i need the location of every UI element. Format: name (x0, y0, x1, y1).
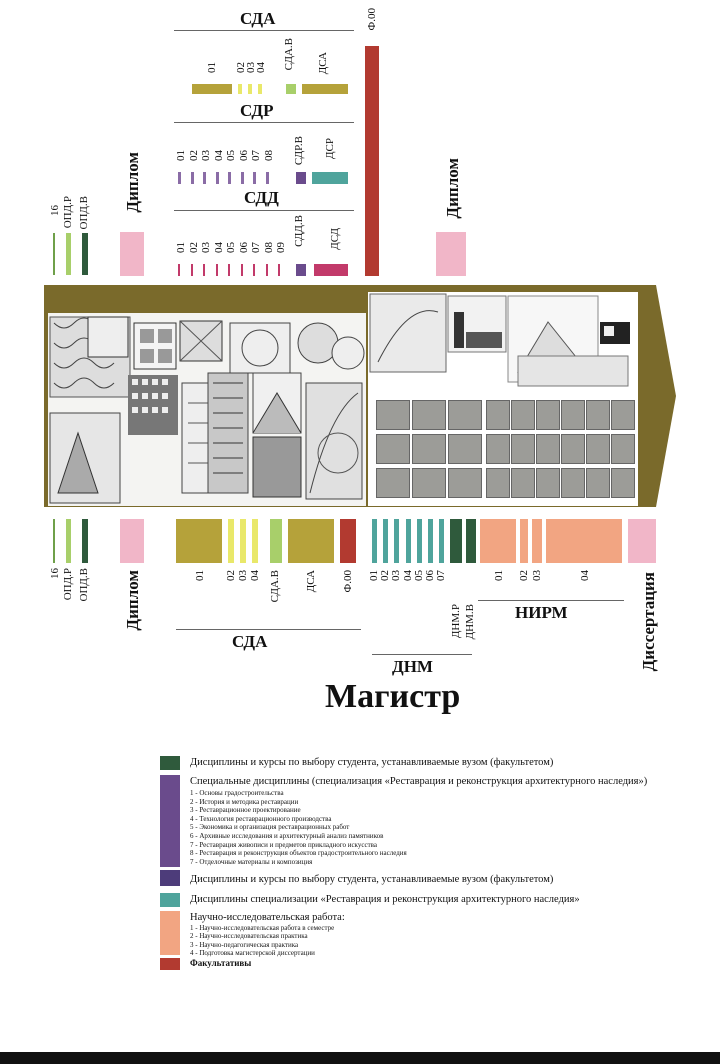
drawings-panel-right (368, 292, 638, 506)
sdr-label-07: 07 (250, 150, 262, 161)
sdd-header: СДД (244, 188, 279, 207)
legend-item-1: Дисциплины и курсы по выбору студента, устанавливаемые вузом (факультетом) (190, 757, 554, 768)
sdd-label-05: 05 (225, 242, 237, 253)
nirm-label-02: 02 (518, 570, 530, 581)
nirm-bar-01 (480, 519, 516, 563)
sda-bar-01-bottom (176, 519, 222, 563)
legend-swatch-teal (160, 893, 180, 907)
drawing-thumbnail (486, 468, 510, 498)
legend-item-3: Дисциплины и курсы по выбору студента, устанавливаемые вузом (факультетом) (190, 874, 554, 885)
sdr-rule (174, 122, 354, 123)
sdr-label-02: 02 (187, 150, 200, 161)
drawing-thumbnail (611, 400, 635, 430)
nirm-bar-02 (520, 519, 528, 563)
drawing-thumbnail (412, 434, 446, 464)
dnm-label-02: 02 (379, 570, 392, 581)
label-opdr-top: ОПД.Р (62, 196, 74, 229)
nirm-label-01: 01 (493, 570, 505, 581)
sdr-label-03: 03 (200, 150, 212, 161)
sdd-label-07: 07 (250, 242, 262, 253)
sda-bar-sdav-top (286, 84, 296, 94)
drawing-thumbnail (448, 400, 482, 430)
sdd-label-08: 08 (262, 242, 275, 253)
opd-r-line-top (66, 233, 71, 275)
sdd-label-sddv: СДД.В (293, 215, 305, 247)
sdd-label-09: 09 (275, 242, 287, 253)
dnm-label-06: 06 (424, 570, 436, 581)
sdd-label-01: 01 (175, 242, 187, 253)
drawing-thumbnail (412, 400, 446, 430)
dnm-rule (372, 654, 472, 655)
drawing-thumbnail (561, 434, 585, 464)
sdr-label-01: 01 (175, 150, 187, 161)
dnm-label-r: ДНМ.Р (450, 604, 462, 639)
sda-rule-bottom (176, 629, 361, 630)
sdd-label-02: 02 (187, 242, 200, 253)
drawing-thumbnail (586, 434, 610, 464)
sda-label-03-top: 03 (245, 62, 257, 73)
drawing-thumbnail (586, 400, 610, 430)
dnm-label-v: ДНМ.В (464, 604, 476, 640)
nirm-bar-03 (532, 519, 542, 563)
drawing-thumbnail (536, 434, 560, 464)
sdr-label-04: 04 (212, 150, 225, 161)
legend-item-4: Дисциплины специализации «Реставрация и реконструкция архитектурного наследия» (190, 894, 580, 905)
drawing-thumbnail (511, 434, 535, 464)
sdr-label-dsr: ДСР (324, 138, 336, 159)
sda-bar-03-top (248, 84, 252, 94)
sda-bar-dsa-bottom (288, 519, 334, 563)
drawing-thumbnail (511, 400, 535, 430)
sdr-bar-06 (241, 172, 244, 184)
legend-item-5-line: 3 - Научно-педагогическая практика (190, 940, 299, 949)
sdr-label-06: 06 (237, 150, 250, 161)
sdd-bar-05 (228, 264, 230, 276)
dnm-label-01: 01 (368, 570, 380, 581)
sda-rule-top (174, 30, 354, 31)
drawing-thumbnail (586, 468, 610, 498)
sdr-label-05: 05 (225, 150, 237, 161)
dnm-label-07: 07 (435, 570, 448, 581)
sdd-bar-sddv (296, 264, 306, 276)
sda-bar-01-top (192, 84, 232, 94)
degree-title: Магистр (325, 678, 461, 715)
legend-item-2-line: 8 - Реставрация и реконструкция объектов градостроительного наследия (190, 849, 407, 858)
sdd-bar-dsd (314, 264, 348, 276)
sdr-bar-07 (253, 172, 256, 184)
scan-edge (0, 1052, 720, 1064)
dnm-bar-04 (406, 519, 411, 563)
opd-16-line-top (53, 233, 55, 275)
dnm-bar-07 (439, 519, 444, 563)
drawing-thumbnail (376, 434, 410, 464)
drawing-thumbnail (561, 468, 585, 498)
label-16-top: 16 (49, 205, 61, 216)
sdr-header: СДР (240, 101, 274, 120)
dnm-bar-06 (428, 519, 433, 563)
sda-label-04-top: 04 (255, 62, 267, 73)
sdd-bar-02 (191, 264, 193, 276)
nirm-label-04: 04 (579, 570, 591, 581)
dissertation-label: Диссертация (639, 572, 658, 672)
legend-item-5: Научно-исследовательская работа: (190, 912, 345, 923)
sda-bar-04-top (258, 84, 262, 94)
legend-swatch-purple (160, 775, 180, 867)
sda-bar-04-bottom (252, 519, 258, 563)
sda-bar-dsa-top (302, 84, 348, 94)
sda-label-dsa-bottom: ДСА (305, 570, 317, 593)
dnm-label-03: 03 (390, 570, 403, 581)
sdd-rule (174, 210, 354, 211)
drawing-thumbnail (448, 468, 482, 498)
sdd-bar-08 (266, 264, 268, 276)
sda-label-sdav-top: СДА.В (283, 38, 295, 71)
dnm-label-04: 04 (401, 570, 414, 581)
sda-label-01-top: 01 (206, 62, 218, 73)
diploma-label-bottom: Диплом (123, 570, 142, 631)
sdr-bar-02 (191, 172, 194, 184)
drawing-thumbnail (511, 468, 535, 498)
band-arrow-tip (656, 285, 676, 507)
sdr-label-08: 08 (262, 150, 275, 161)
label-opdv-bottom: ОПД.В (78, 568, 90, 602)
label-opdv-top: ОПД.В (78, 196, 90, 230)
drawing-thumbnail (376, 400, 410, 430)
sdd-label-04: 04 (212, 242, 225, 253)
diploma-block-bottom (120, 519, 144, 563)
sdd-label-03: 03 (200, 242, 212, 253)
drawing-thumbnail (611, 434, 635, 464)
sda-header-bottom: СДА (232, 632, 268, 651)
legend-swatch-purple-dark (160, 870, 180, 886)
drawing-thumbnail (412, 468, 446, 498)
sda-label-04-bottom: 04 (249, 570, 261, 581)
sda-label-03-bottom: 03 (237, 570, 249, 581)
drawing-thumbnail (448, 434, 482, 464)
sdd-bar-03 (203, 264, 205, 276)
diploma-label-top-right: Диплом (443, 158, 462, 219)
sdd-bar-07 (253, 264, 255, 276)
drawing-thumbnail (486, 400, 510, 430)
drawing-thumbnail (536, 468, 560, 498)
diploma-label-top-left: Диплом (123, 152, 142, 213)
dissertation-block (628, 519, 656, 563)
legend-item-2-line: 2 - История и методика реставрации (190, 797, 299, 806)
diploma-block-top-right (436, 232, 466, 276)
sda-label-sdav-bottom: СДА.В (269, 570, 281, 603)
f00-label-top: Ф.00 (366, 8, 378, 31)
sdr-bar-dsr (312, 172, 348, 184)
legend-item-2: Специальные дисциплины (специализация «Реставрация и реконструкция архитектурного наследия») (190, 776, 648, 787)
drawing-thumbnail (376, 468, 410, 498)
sdd-bar-04 (216, 264, 218, 276)
sda-label-02-top: 02 (235, 62, 247, 73)
nirm-bar-04 (546, 519, 622, 563)
legend-item-2-line: 1 - Основы градостроительства (190, 789, 284, 797)
sda-header-top: СДА (240, 9, 276, 28)
opd-v-line-bottom (82, 519, 88, 563)
legend-item-2-line: 6 - Архивные исследования и архитектурный анализ памятников (190, 832, 384, 840)
dnm-bar-05 (417, 519, 422, 563)
drawings-panel-left (48, 313, 366, 506)
diploma-block-top-left (120, 232, 144, 276)
legend-item-2-line: 5 - Экономика и организация реставрационных работ (190, 823, 350, 832)
sda-label-01-bottom: 01 (194, 570, 206, 581)
label-16-bottom: 16 (49, 568, 61, 579)
sdd-bar-01 (178, 264, 180, 276)
nirm-rule (478, 600, 624, 601)
legend-swatch-salmon (160, 911, 180, 955)
sdd-label-06: 06 (237, 242, 250, 253)
sdd-bar-06 (241, 264, 243, 276)
sdr-bar-sdrv (296, 172, 306, 184)
drawing-thumbnail (536, 400, 560, 430)
dnm-header: ДНМ (392, 657, 433, 676)
legend-item-5-line: 2 - Научно-исследовательская практика (190, 932, 308, 941)
legend-item-2-line: 7 - Реставрация живописи и предметов прикладного искусства (190, 840, 377, 849)
sdr-bar-03 (203, 172, 206, 184)
sdr-bar-01 (178, 172, 181, 184)
legend-item-5-line: 1 - Научно-исследовательская работа в семестре (190, 924, 335, 932)
sda-bar-02-top (238, 84, 242, 94)
nirm-header: НИРМ (515, 603, 568, 622)
f00-bar-bottom (340, 519, 356, 563)
dnm-bar-03 (394, 519, 399, 563)
legend-item-5-line: 4 - Подготовка магистерской диссертации (190, 949, 315, 958)
drawing-thumbnail (611, 468, 635, 498)
sda-bar-02-bottom (228, 519, 234, 563)
legend-swatch-red (160, 958, 180, 970)
opd-r-line-bottom (66, 519, 71, 563)
legend-item-6: Факультативы (190, 958, 252, 968)
opd-16-line-bottom (53, 519, 55, 563)
sdd-bar-09 (278, 264, 280, 276)
drawing-thumbnail (486, 434, 510, 464)
nirm-label-03: 03 (531, 570, 543, 581)
f00-bar-top (365, 46, 379, 276)
sdr-bar-04 (216, 172, 219, 184)
dnm-bar-01 (372, 519, 377, 563)
legend-item-2-line: 7 - Отделочные материалы и композиция (190, 857, 313, 866)
sdr-bar-08 (266, 172, 269, 184)
legend-item-2-line: 4 - Технология реставрационного производства (190, 814, 332, 823)
legend-item-2-line: 3 - Реставрационное проектирование (190, 806, 301, 815)
sdr-label-sdrv: СДР.В (293, 136, 305, 166)
architectural-sketches-left (48, 313, 366, 506)
legend-swatch-dark-green (160, 756, 180, 770)
drawing-thumbnail (561, 400, 585, 430)
sda-label-dsa-top: ДСА (317, 52, 329, 75)
f00-label-bottom: Ф.00 (342, 570, 354, 593)
dnm-label-05: 05 (412, 570, 425, 581)
dnm-bar-v (466, 519, 476, 563)
dnm-bar-r (450, 519, 462, 563)
dnm-bar-02 (383, 519, 388, 563)
opd-v-line-top (82, 233, 88, 275)
sdd-label-dsd: ДСД (329, 228, 341, 250)
sdr-bar-05 (228, 172, 231, 184)
sda-bar-sdav-bottom (270, 519, 282, 563)
sda-label-02-bottom: 02 (225, 570, 237, 581)
label-opdr-bottom: ОПД.Р (62, 568, 74, 601)
sda-bar-03-bottom (240, 519, 246, 563)
